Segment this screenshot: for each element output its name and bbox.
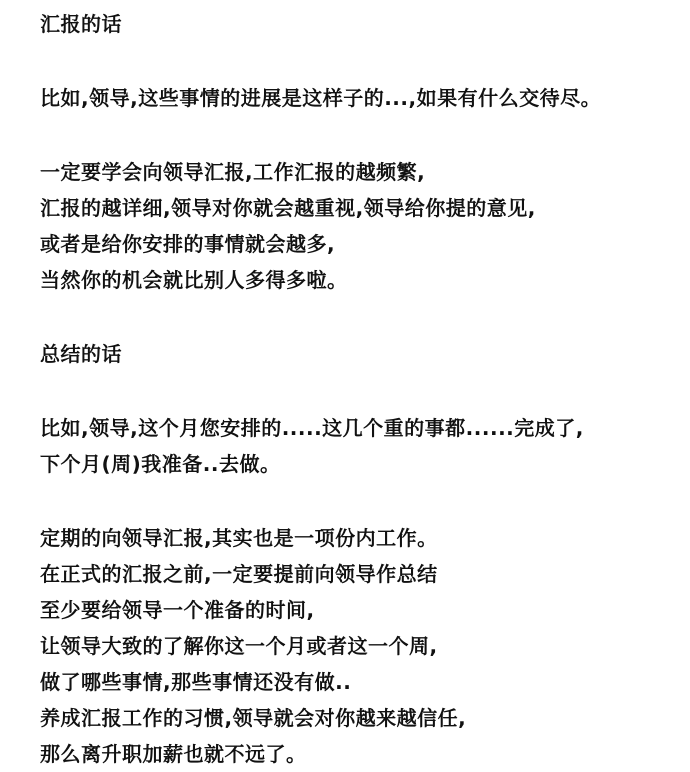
paragraph-line: 当然你的机会就比别人多得多啦。: [40, 268, 348, 292]
report-example: 比如,领导,这些事情的进展是这样子的...,如果有什么交待尽。: [40, 86, 602, 110]
paragraph-line: 养成汇报工作的习惯,领导就会对你越来越信任,: [40, 706, 467, 730]
spacer: [40, 116, 670, 154]
example-line: 下个月(周)我准备..去做。: [40, 452, 281, 476]
paragraph-line: 做了哪些事情,那些事情还没有做..: [40, 670, 352, 694]
paragraph-line: 定期的向领导汇报,其实也是一项份内工作。: [40, 526, 438, 550]
section-report: [40, 6, 670, 298]
spacer: [40, 482, 670, 520]
summary-paragraph: [40, 520, 670, 772]
section-title-report: 汇报的话: [40, 12, 122, 36]
paragraph-line: 或者是给你安排的事情就会越多,: [40, 232, 336, 256]
paragraph-line: 在正式的汇报之前,一定要提前向领导作总结: [40, 562, 438, 586]
spacer: [40, 372, 670, 410]
spacer: [40, 298, 670, 336]
summary-example: [40, 410, 670, 482]
paragraph-line: 汇报的越详细,领导对你就会越重视,领导给你提的意见,: [40, 196, 536, 220]
paragraph-line: 那么离升职加薪也就不远了。: [40, 742, 307, 766]
report-paragraph: [40, 154, 670, 298]
spacer: [40, 42, 670, 80]
section-summary: [40, 336, 670, 772]
paragraph-line: 一定要学会向领导汇报,工作汇报的越频繁,: [40, 160, 426, 184]
section-title-summary: 总结的话: [40, 342, 122, 366]
paragraph-line: 至少要给领导一个准备的时间,: [40, 598, 315, 622]
paragraph-line: 让领导大致的了解你这一个月或者这一个周,: [40, 634, 438, 658]
example-line: 比如,领导,这个月您安排的.....这几个重的事都......完成了,: [40, 416, 584, 440]
